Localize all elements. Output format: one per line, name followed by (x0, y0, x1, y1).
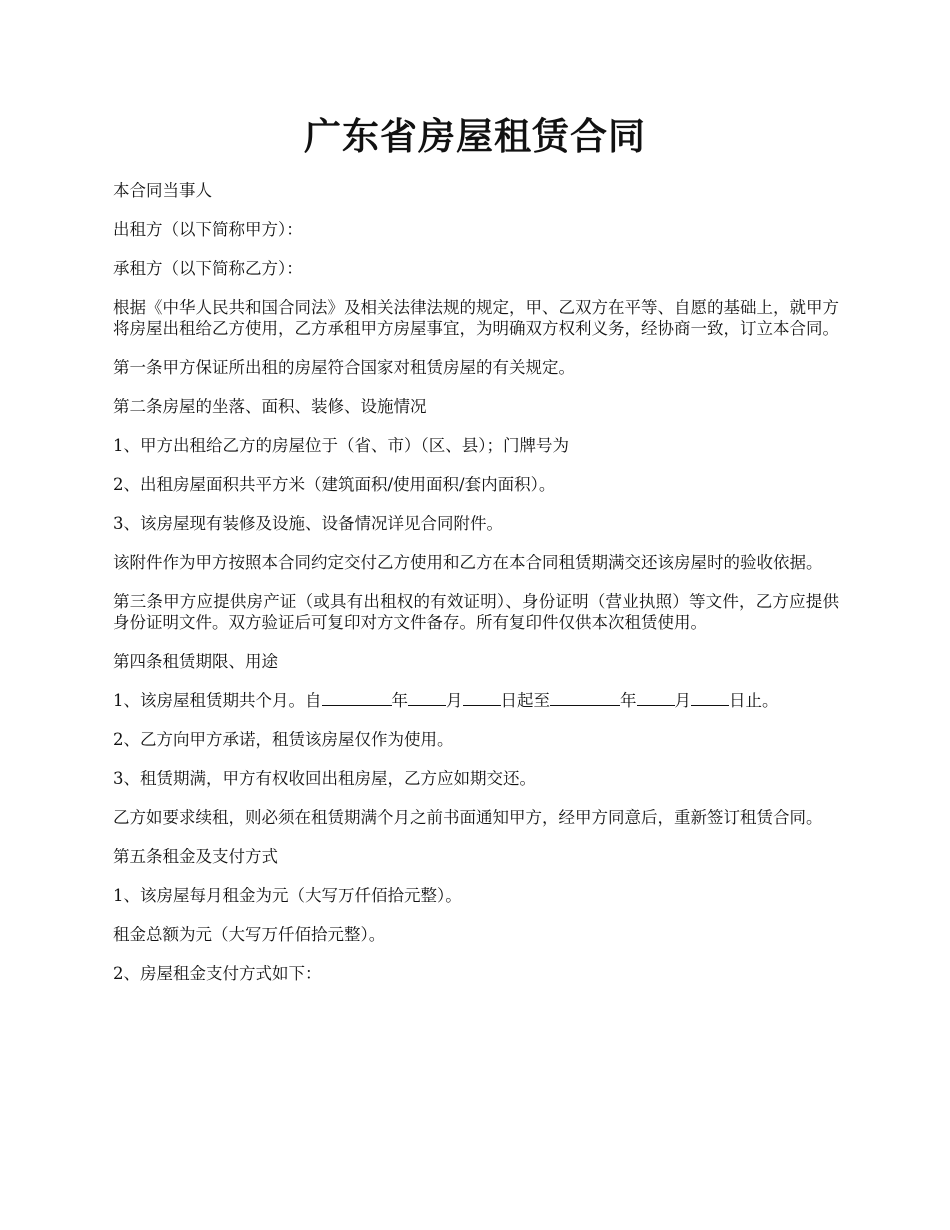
paragraph: 1、该房屋每月租金为元（大写万仟佰拾元整）。 (113, 886, 462, 905)
paragraph: 第三条甲方应提供房产证（或具有出租权的有效证明）、身份证明（营业执照）等文件，乙方应提供身份证明文件。双方验证后可复印对方文件备存。所有复印件仅供本次租赁使用。 (113, 592, 839, 632)
end-year-blank (550, 690, 620, 706)
year-label: 年 (620, 691, 637, 710)
paragraph: 2、出租房屋面积共平方米（建筑面积/使用面积/套内面积）。 (113, 475, 556, 494)
paragraph: 第二条房屋的坐落、面积、装修、设施情况 (113, 397, 427, 416)
month-label: 月 (446, 691, 463, 710)
lease-term-prefix: 1、该房屋租赁期共个月。自 (113, 691, 322, 710)
start-year-blank (322, 690, 392, 706)
end-month-blank (637, 690, 675, 706)
document-body (113, 180, 839, 1002)
paragraph: 出租方（以下简称甲方）： (113, 220, 303, 239)
day-label: 日起至 (500, 691, 550, 710)
start-month-blank (408, 690, 446, 706)
paragraph: 租金总额为元（大写万仟佰拾元整）。 (113, 925, 386, 944)
end-day-blank (691, 690, 729, 706)
paragraph: 该附件作为甲方按照本合同约定交付乙方使用和乙方在本合同租赁期满交还该房屋时的验收依据。 (113, 553, 823, 572)
year-label: 年 (391, 691, 408, 710)
day-label: 日止。 (729, 691, 779, 710)
paragraph: 3、租赁期满，甲方有权收回出租房屋，乙方应如期交还。 (113, 769, 536, 788)
document-title: 广东省房屋租赁合同 (304, 114, 646, 158)
paragraph: 第一条甲方保证所出租的房屋符合国家对租赁房屋的有关规定。 (113, 358, 575, 377)
paragraph: 2、乙方向甲方承诺，租赁该房屋仅作为使用。 (113, 730, 454, 749)
paragraph: 承租方（以下简称乙方）： (113, 259, 303, 278)
paragraph: 1、甲方出租给乙方的房屋位于（省、市）（区、县）；门牌号为 (113, 436, 569, 455)
paragraph: 3、该房屋现有装修及设施、设备情况详见合同附件。 (113, 514, 503, 533)
paragraph: 乙方如要求续租，则必须在租赁期满个月之前书面通知甲方，经甲方同意后，重新签订租赁合同。 (113, 808, 823, 827)
paragraph: 第五条租金及支付方式 (113, 847, 278, 866)
paragraph: 2、房屋租金支付方式如下： (113, 964, 322, 983)
paragraph: 根据《中华人民共和国合同法》及相关法律法规的规定，甲、乙双方在平等、自愿的基础上，就甲方将房屋出租给乙方使用，乙方承租甲方房屋事宜，为明确双方权利义务，经协商一致，订立本合同。 (113, 298, 839, 338)
paragraph: 本合同当事人 (113, 181, 212, 200)
paragraph: 第四条租赁期限、用途 (113, 652, 278, 671)
start-day-blank (463, 690, 501, 706)
lease-term-line (113, 690, 839, 711)
month-label: 月 (674, 691, 691, 710)
